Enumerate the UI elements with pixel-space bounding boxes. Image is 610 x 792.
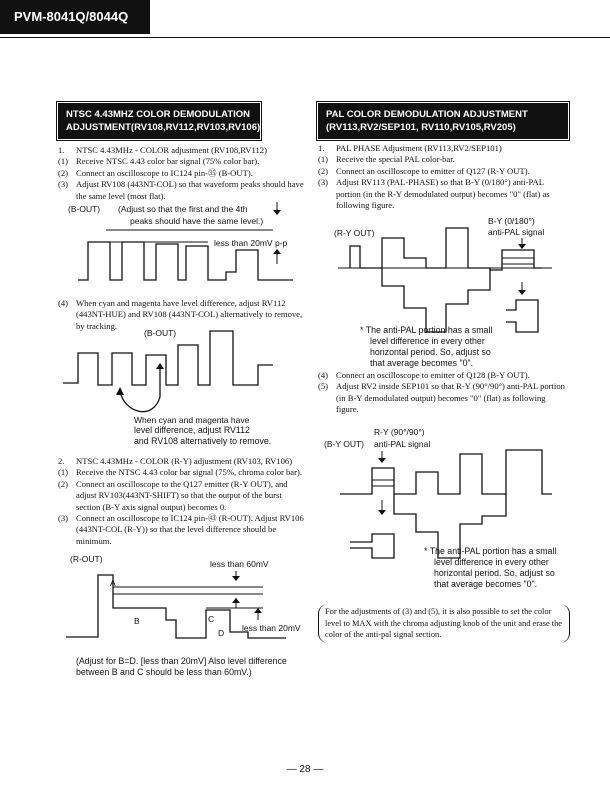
list-item: (4) Connect an oscilloscope to emitter of Q128 (B-Y OUT).: [318, 370, 530, 380]
pal-items-b: [318, 370, 568, 416]
wave3-marker-c: C: [208, 614, 215, 624]
wave1-label: (B-OUT): [68, 204, 101, 214]
page-number: — 28 —: [286, 764, 324, 775]
wave2-label: (B-OUT): [144, 328, 177, 338]
ntsc-step1-list: [58, 145, 306, 202]
wave4-note-4: that average becomes "0".: [370, 358, 474, 368]
ntsc-step2-list: [58, 456, 308, 547]
wave5-note-4: that average becomes "0".: [434, 579, 538, 589]
wave5-sig-1: R-Y (90°/90°): [374, 427, 425, 437]
wave1-note-1: (Adjust so that the first and the 4th: [118, 204, 248, 214]
wave2-note-1: When cyan and magenta have: [134, 415, 250, 425]
wave3-marker-d: D: [218, 628, 225, 638]
list-item: (2) Connect an oscilloscope to emitter of Q127 (R-Y OUT).: [318, 165, 530, 176]
wave3-marker-a: A: [110, 578, 116, 588]
wave4-note: [360, 325, 530, 369]
adjust-note-1: (Adjust for B=D. [less than 20mV] Also level difference: [76, 656, 287, 666]
list-item: (1) Receive the special PAL color-bar.: [318, 154, 455, 165]
list-item: 2. NTSC 4.43MHz - COLOR (R-Y) adjustment (RV103, RV106): [58, 456, 293, 466]
ntsc-title-line2: ADJUSTMENT(RV108,RV112,RV103,RV106): [66, 122, 261, 133]
wave4-note-2: level difference in every other: [370, 336, 485, 346]
wave4-sig-1: B-Y (0/180°): [488, 216, 535, 226]
waveform-b-out-1: [58, 200, 308, 292]
adjust-note: [76, 656, 316, 678]
waveform-b-out-2: [58, 325, 308, 435]
pal-items-a: [318, 143, 568, 211]
list-item: (4) When cyan and magenta have level difference, adjust RV112 (443NT-HUE) and RV108 (443NT-COL) alternatively to remove, by tracking.: [58, 298, 303, 331]
ntsc-title-line1: NTSC 4.43MHZ COLOR DEMODULATION: [66, 109, 251, 120]
list-item: (2) Connect an oscilloscope to the Q127 emitter (R-Y OUT), and adjust RV103(443NT-SHIFT) so that the output of the burst section (B-Y axis signal output) becomes 0.: [58, 478, 288, 512]
wave5-note-3: horizontal period. So, adjust so: [434, 568, 555, 578]
wave3-marker-b: B: [134, 616, 140, 626]
wave3-label: (R-OUT): [70, 554, 103, 564]
wave5-sig-2: anti-PAL signal: [374, 439, 431, 449]
wave5-note: [424, 546, 584, 590]
wave5-note-2: level difference in every other: [434, 557, 549, 567]
list-item: (1) Receive the NTSC 4.43 color bar signal (75%, chroma color bar).: [58, 467, 302, 478]
waveform-r-out: [58, 550, 308, 658]
wave5-trace: [340, 450, 552, 494]
list-item: (3) Adjust RV113 (PAL-PHASE) so that B-Y (0/180°) anti-PAL portion (in the R-Y demodulated output) becomes "0" (flat) as following figure.: [318, 177, 550, 211]
list-item: 1. NTSC 4.43MHz - COLOR adjustment (RV108,RV112): [58, 145, 267, 155]
list-item: (1) Receive NTSC 4.43 color bar signal (75% color bar).: [58, 156, 260, 167]
wave3-level-1: less than 60mV: [210, 559, 269, 569]
header-rule: [0, 37, 610, 38]
tracking-arrow: [120, 365, 160, 412]
wave1-note-2: peaks should have the same level.): [130, 216, 264, 226]
wave1-level: less than 20mV p-p: [214, 238, 288, 248]
wave4-label: (R-Y OUT): [334, 228, 375, 238]
adjust-note-2: between B and C should be less than 60mV.): [76, 667, 252, 677]
pal-title-line1: PAL COLOR DEMODULATION ADJUSTMENT: [326, 109, 528, 120]
wave4-sig-2: anti-PAL signal: [488, 227, 545, 237]
wave2-note-2: level difference, adjust RV112: [134, 425, 250, 435]
list-item: (3) Connect an oscilloscope to IC124 pin-㊸ (R-OUT). Adjust RV106 (443NT-COL (R-Y)) so that the level difference should be minimum.: [58, 513, 304, 546]
wave2-trace: [63, 331, 273, 385]
pal-section-title: [318, 103, 568, 139]
list-item: (5) Adjust RV2 inside SEP101 so that R-Y (90°/90°) anti-PAL portion (in B-Y demodulated output) becomes "0" (flat) as following figure.: [318, 381, 565, 415]
wave5-label: (B-Y OUT): [324, 439, 364, 449]
pal-title-line2: (RV113,RV2/SEP101, RV110,RV105,RV205): [326, 122, 516, 133]
wave2-note-cont: [134, 425, 314, 447]
model-header: PVM-8041Q/8044Q: [0, 0, 150, 34]
boxed-note: For the adjustments of (3) and (5), it is also possible to set the color level to MAX with the chroma adjusting knob of the unit and erase the color of the anti-pal signal section.: [318, 604, 570, 643]
wave4-note-3: horizontal period. So, adjust so: [370, 347, 491, 357]
wave4-note-1: * The anti-PAL portion has a small: [360, 325, 493, 335]
wave2-note-3: and RV108 alternatively to remove.: [134, 436, 272, 446]
list-item: (3) Adjust RV108 (443NT-COL) so that waveform peaks should have the same level (most flat).: [58, 179, 304, 201]
wave3-level-2: less than 20mV: [242, 623, 301, 633]
list-item: (2) Connect an oscilloscope to IC124 pin-㉟ (B-OUT).: [58, 167, 253, 178]
wave5-note-1: * The anti-PAL portion has a small: [424, 546, 557, 556]
ntsc-section-title: [58, 103, 260, 139]
list-item: 1. PAL PHASE Adjustment (RV113,RV2/SEP101): [318, 143, 502, 153]
